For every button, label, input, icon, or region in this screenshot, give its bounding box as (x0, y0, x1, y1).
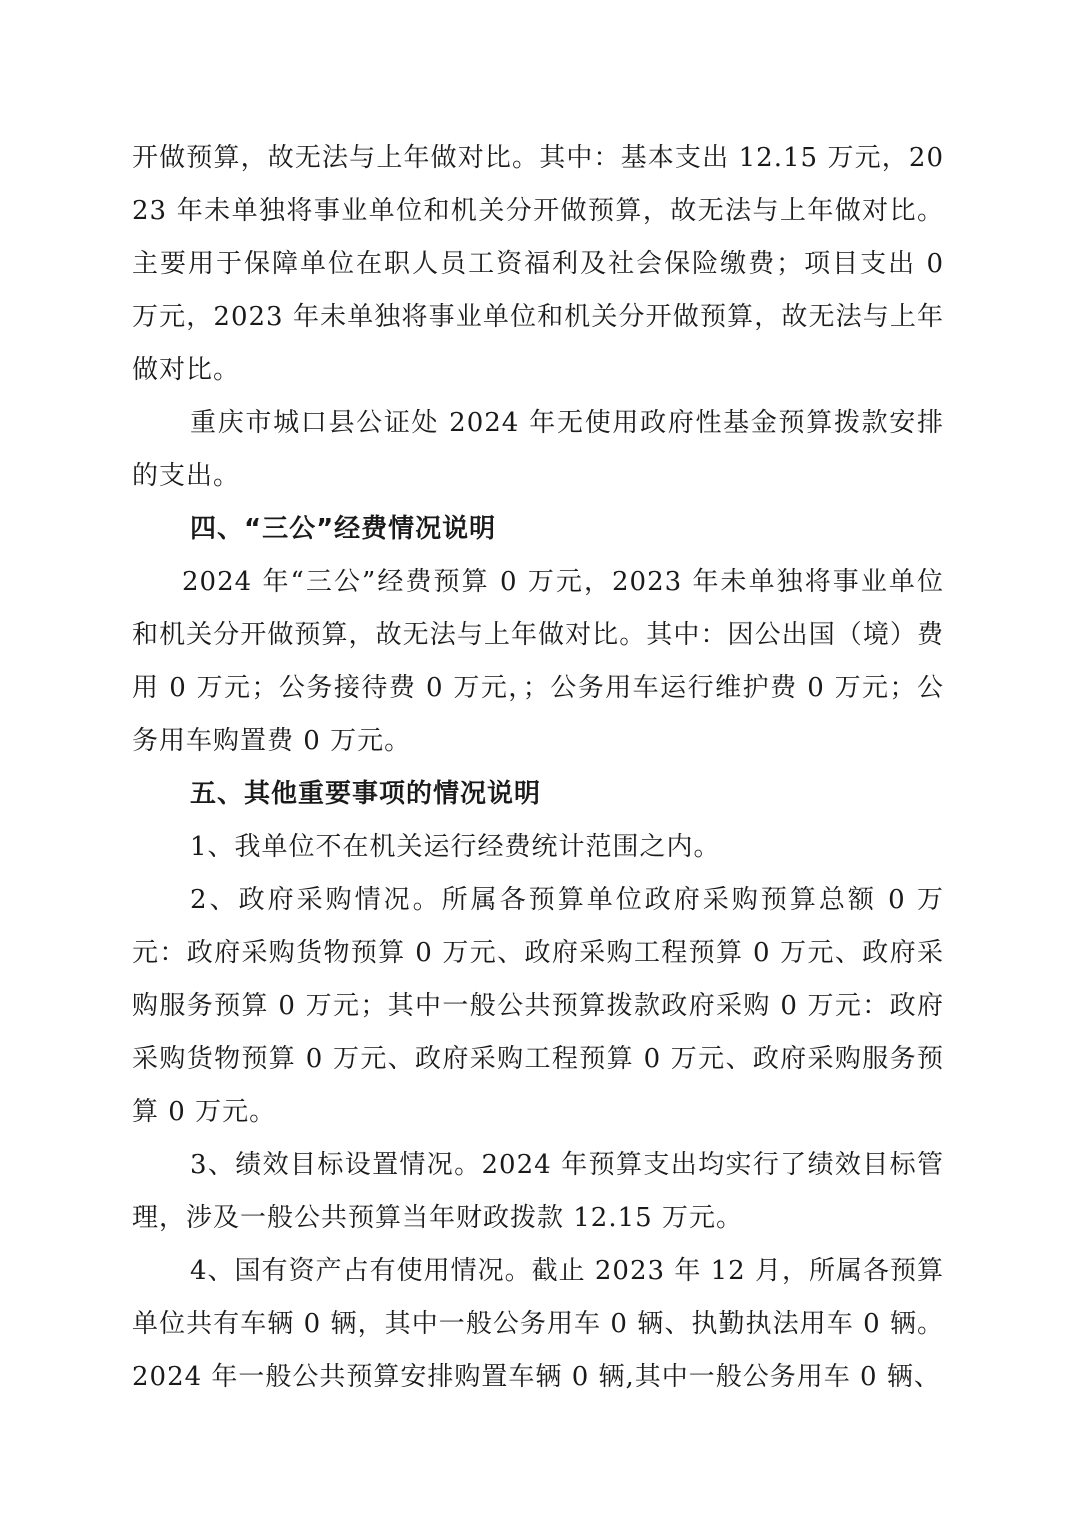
paragraph-government-fund: 重庆市城口县公证处 2024 年无使用政府性基金预算拨款安排的支出。 (132, 408, 944, 491)
paragraph-procurement: 2、政府采购情况。所属各预算单位政府采购预算总额 0 万元：政府采购货物预算 0 万元、政府采购工程预算 0 万元、政府采购服务预算 0 万元；其中一般公共预算拨款政府采购 0 万元：政府采购货物预算 0 万元、政府采购工程预算 0 万元、政府采购服务预算 0 万元。 (132, 885, 944, 1127)
heading-three-public-expenses: 四、“三公”经费情况说明 (190, 514, 497, 544)
paragraph-basic-expenditure: 开做预算，故无法与上年做对比。其中：基本支出 12.15 万元，2023 年未单独将事业单位和机关分开做预算，故无法与上年做对比。主要用于保障单位在职人员工资福利及社会保险缴费；项目支出 0 万元，2023 年未单独将事业单位和机关分开做预算，故无法与上年做对比。 (132, 143, 944, 385)
heading-other-matters: 五、其他重要事项的情况说明 (190, 779, 542, 809)
paragraph-three-public-expenses: 2024 年“三公”经费预算 0 万元，2023 年未单独将事业单位和机关分开做预算，故无法与上年做对比。其中：因公出国（境）费用 0 万元；公务接待费 0 万元，；公务用车运行维护费 0 万元；公务用车购置费 0 万元。 (132, 567, 944, 756)
document-page (132, 132, 944, 1404)
paragraph-operating-funds: 1、我单位不在机关运行经费统计范围之内。 (190, 832, 721, 862)
paragraph-performance-goals: 3、绩效目标设置情况。2024 年预算支出均实行了绩效目标管理，涉及一般公共预算当年财政拨款 12.15 万元。 (132, 1150, 944, 1233)
paragraph-state-assets: 4、国有资产占有使用情况。截止 2023 年 12 月，所属各预算单位共有车辆 0 辆，其中一般公务用车 0 辆、执勤执法用车 0 辆。2024 年一般公共预算安排购置车辆 0 辆,其中一般公务用车 0 辆、 (132, 1256, 944, 1392)
